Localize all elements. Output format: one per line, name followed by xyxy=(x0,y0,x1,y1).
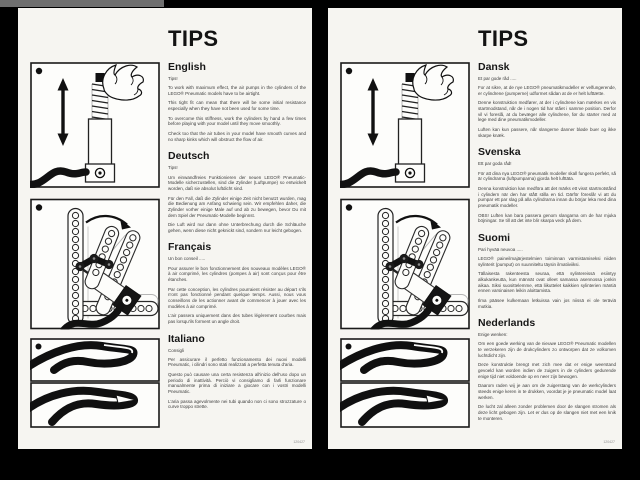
paragraph: Deze konstruktie brengt met zich mee dat er enige weerstand gevoeld kan worden indien de zuigers in de cylinders gedurende enige tijd niet voldoende op en neer zijn bewogen. xyxy=(478,362,616,379)
pump-illustration xyxy=(340,62,470,188)
paragraph: To overcome this stiffness, work the cylinders by hand a few times before playing with your model until they move smoothly. xyxy=(168,115,306,127)
paragraph: To work with maximum effect, the air pumps in the cylinders of the LEGO® Pneumatic models have to be airtight. xyxy=(168,85,306,96)
paragraph: Die Luft wird nur dann ohne Unterbrechung durch die Schläuche gehen, wenn diese nicht geknickt sind, sondern nur leicht gebogen. xyxy=(168,222,306,233)
section-intro: Tips! xyxy=(168,165,178,171)
paragraph: L'air passera uniquement dans des tubes légèrement courbes mais pas lorsqu'ils forment un angle droit. xyxy=(168,313,306,324)
section-heading: Svenska xyxy=(478,146,521,159)
smooth-hose-illustration xyxy=(340,338,470,382)
print-code: 120427 xyxy=(293,440,305,444)
paragraph: Für den Fall, daß die Zylinder einige Zeit nicht benutzt wurden, mag die Bedienung am Anfang schwierig sein. Wir empfehlen daher, die Zylinder vorher einige Male auf und ab zu bewegen, bevor Du mit dem Spiel der Pneumatic-Modelle beginnst. xyxy=(168,195,306,218)
kinked-tube-icon xyxy=(30,382,160,428)
section-francais xyxy=(168,241,306,324)
paragraph: Um einwandfreies Funktionieren der neuen LEGO® Pneumatic-Modelle sicherzustellen, sind die Zylinder (Luftpumpe) so entwickelt worden, daß sie absolut luftdicht sind. xyxy=(168,174,306,191)
paragraph: LEGO® paineilmajärjestelmien toiminnan varmistamiseksi niiden sylinterit (pumput) on suunniteltu täysin ilmatiiviiksi. xyxy=(478,255,616,267)
pump-illustration xyxy=(30,62,160,188)
paragraph: Questo può causare una certa resistenza all'inizio dell'uso dopo un periodo di inattività. Perciò vi consigliamo di farli funzionare manualmente prima di iniziare a giocare con i vostri modelli Pneumatic. xyxy=(168,372,306,394)
smooth-tube-icon xyxy=(340,338,470,382)
paragraph: Check too that the air tubes in your model have smooth curves and no sharp kinks which will obstruct the flow of air. xyxy=(168,131,306,142)
section-heading: English xyxy=(168,61,206,73)
paragraph: Per assicurare il perfetto funzionamento dei nuovi modelli Pneumatic, i cilindri sono stati realizzati a perfetta tenuta d'aria. xyxy=(168,356,306,368)
scan-edge-artifact xyxy=(0,0,164,7)
cylinder-mechanism-icon xyxy=(340,198,470,330)
paragraph: Om een goede werking van de nieuwe LEGO® Pneumatic modellen te verzekeren zijn de drukcylinders zo ontworpen dat ze volkomen luchtdicht zijn. xyxy=(478,341,616,358)
section-intro: Pari hyvää neuvoa ..... xyxy=(478,246,523,252)
mechanism-illustration xyxy=(340,198,470,330)
paragraph: Denne konstruktion medfører, at der i cylindrene kan mærkes en vis startmodstand, når de i nogen tid har stået i samme position. Derfor vil vi foreslå, at du bevæger alle cylindrene, før du starter med at lege med dine pneumatikmodeller. xyxy=(478,100,616,123)
paragraph: Daarom raden wij je aan om de zuigerstang van de werkcylinders steeds enige keren in te drukken, voordat je je pneumatic model laat werken. xyxy=(478,383,616,400)
section-deutsch xyxy=(168,150,306,233)
paragraph: OBS! Luften kan bara passera genom slangarna om de har mjuka böjningar. Se till att det inte blir skarpa veck på dem. xyxy=(478,212,616,224)
kinked-hose-illustration xyxy=(340,382,470,428)
section-intro: Et par gode råd ..... xyxy=(478,76,517,81)
section-italiano xyxy=(168,333,306,410)
paragraph: This tight fit can mean that there will be some initial resistance especially when they have not been used for some time. xyxy=(168,100,306,112)
section-heading: Nederlands xyxy=(478,317,536,330)
section-intro: Tips! xyxy=(168,76,178,81)
paragraph: L'aria passa agevolmente nei tubi quando non ci sono strozzature o curve troppo strette. xyxy=(168,398,306,410)
paragraph: Denna konstruktion kan medföra att det märks ett visst startmotstånd i cylindern när den har stått stilla en tid. Därför föreslår vi att du pumpar ett par slag på alla cylindrarna innan du börjar leka med dina pneumatik modeller. xyxy=(478,185,616,208)
air-pump-icon xyxy=(340,62,470,188)
section-heading: Français xyxy=(168,241,212,254)
section-heading: Dansk xyxy=(478,61,510,73)
page-right xyxy=(328,8,622,449)
section-heading: Italiano xyxy=(168,332,205,345)
print-code: 120427 xyxy=(603,440,615,444)
paragraph: Ilma pääsee kulkemaan letkuissa vain jos niissä ei ole teräviä mutkia. xyxy=(478,297,616,309)
section-intro: Consigli xyxy=(168,347,185,353)
text-column-right xyxy=(478,26,616,425)
section-svenska xyxy=(478,146,616,223)
section-heading: Suomi xyxy=(478,231,511,244)
paragraph: De lucht zal alleen zonder problemen door de slangen stromen als deze licht gebogen zijn. Let er dus op de slangen niet met een knik te monteren. xyxy=(478,404,616,421)
paragraph: Tällaisesta rakenteesta seuraa, että sylintereissä esiintyy alkukankeutta, kun männät ovat olleet samassa asennossa jonkin aikaa. Siksi suosittelemme, että liikuttelet kaikkien sylinterien mäntiä ennen varsinaisen leikin aloittamista. xyxy=(478,271,616,294)
section-heading: Deutsch xyxy=(168,150,210,163)
cylinder-mechanism-icon xyxy=(30,198,160,330)
page-title: TIPS xyxy=(478,26,529,51)
section-intro: Enige wenken: xyxy=(478,332,508,338)
section-dansk xyxy=(478,61,616,138)
page-left xyxy=(18,8,312,449)
kinked-tube-icon xyxy=(340,382,470,428)
section-intro: Ett par goda råd! xyxy=(478,161,512,167)
paragraph: Luften kan kun passere, når slangerne danner bløde buer og ikke skarpe knæk. xyxy=(478,127,616,138)
smooth-tube-icon xyxy=(30,338,160,382)
section-suomi xyxy=(478,232,616,309)
paragraph: Par cette conception, les cylindres pourraient résister au départ s'ils n'ont pas fonctionné pendant quelque temps. Aussi, nous vous conseillons de les actionner avant de commencer à jouer avec les modèles à air comprimé. xyxy=(168,286,306,309)
section-english xyxy=(168,61,306,142)
section-nederlands xyxy=(478,317,616,421)
paragraph: För att dina nya LEGO® pneumatik modeller skall fungera perfekt, så är cylindrarna (luftpumparna) gjorda helt lufttäta. xyxy=(478,170,616,182)
mechanism-illustration xyxy=(30,198,160,330)
text-column-left xyxy=(168,26,306,414)
paragraph: For at sikre, at de nye LEGO® pneumatikmodeller er velfungerende, er cylindrene (pumperne) udformet sådan at de er helt lufttætte. xyxy=(478,85,616,96)
paragraph: Pour assurer le bon fonctionnement des nouveaux modèles LEGO® à air comprimé, les cylindres (pompes à air) sont conçus pour être étanches. xyxy=(168,265,306,282)
air-pump-icon xyxy=(30,62,160,188)
section-intro: Un bon conseil ..... xyxy=(168,256,206,262)
kinked-hose-illustration xyxy=(30,382,160,428)
smooth-hose-illustration xyxy=(30,338,160,382)
page-title: TIPS xyxy=(168,26,219,51)
